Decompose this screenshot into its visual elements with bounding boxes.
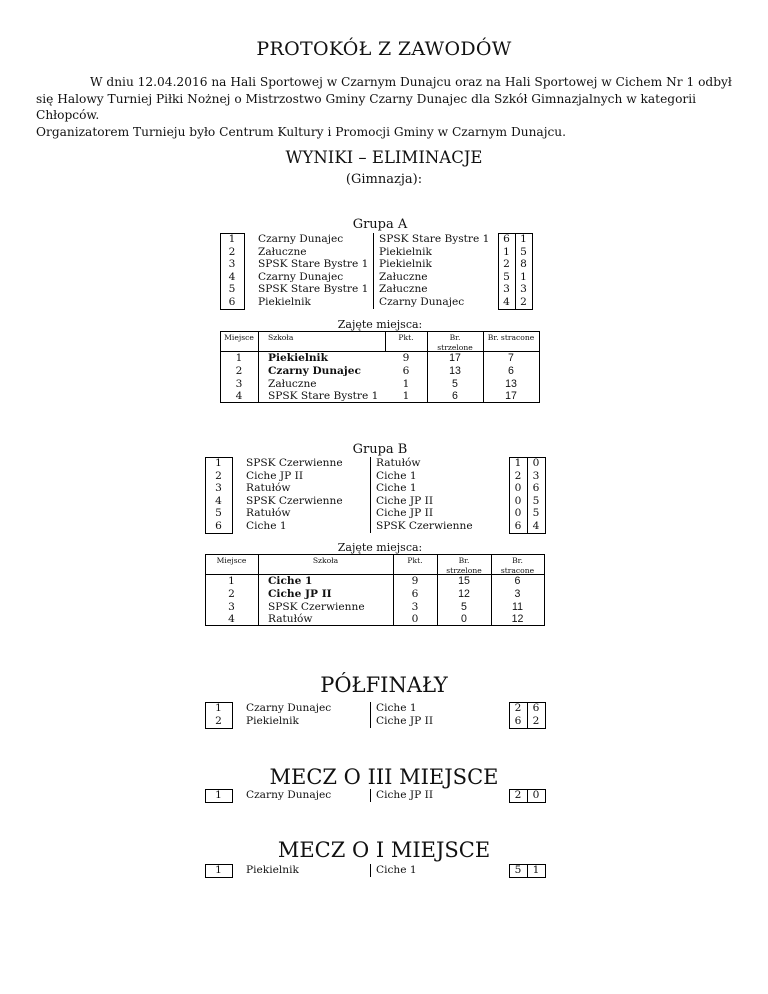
table-border [205, 533, 233, 534]
home-team: Czarny Dunajec [258, 233, 344, 245]
third-place-title: MECZ O III MIEJSCE [269, 765, 499, 789]
home-team: Piekielnik [258, 296, 311, 308]
away-goals: 8 [520, 258, 527, 271]
away-team: SPSK Stare Bystre 1 [379, 233, 490, 245]
away-team: Ciche 1 [376, 469, 417, 482]
away-goals: 3 [520, 283, 527, 296]
home-team: SPSK Stare Bystre 1 [258, 258, 369, 271]
table-border [509, 533, 546, 534]
table-border [205, 728, 233, 729]
away-team: Załuczne [379, 270, 428, 283]
away-team: Ciche JP II [376, 507, 433, 520]
away-goals: 1 [532, 864, 540, 876]
standing-school: Ratułów [268, 613, 313, 626]
home-goals: 4 [503, 296, 510, 308]
header-place: Miejsce [216, 556, 247, 565]
table-border [232, 789, 233, 802]
standing-place: 3 [228, 600, 235, 613]
home-goals: 2 [514, 702, 522, 714]
home-team: Ciche JP II [246, 469, 303, 482]
home-goals: 1 [503, 245, 510, 258]
group-a-title: Grupa A [352, 217, 408, 232]
standing-goals-scored: 15 [458, 575, 470, 587]
home-team: SPSK Czerwienne [246, 494, 343, 507]
standing-place: 2 [228, 587, 235, 600]
away-team: Ciche JP II [376, 715, 433, 727]
table-border [220, 309, 245, 310]
away-goals: 0 [532, 457, 540, 469]
away-team: Ciche JP II [376, 494, 433, 507]
away-goals: 0 [532, 789, 540, 801]
standing-goals-conceded: 6 [514, 575, 521, 587]
away-goals: 5 [520, 245, 527, 258]
away-team: Ciche 1 [376, 482, 417, 495]
standing-goals-conceded: 13 [505, 377, 517, 390]
match-number: 5 [215, 507, 222, 520]
table-border [370, 864, 371, 877]
header-school: Szkoła [312, 556, 339, 565]
home-team: Czarny Dunajec [246, 702, 332, 714]
header-place: Miejsce [224, 333, 254, 342]
standing-school: Załuczne [268, 377, 317, 390]
table-border [205, 802, 233, 803]
home-goals: 5 [503, 270, 510, 283]
home-goals: 0 [514, 507, 522, 520]
home-team: Piekielnik [246, 715, 299, 727]
standing-goals-scored: 17 [449, 352, 461, 364]
standing-school: SPSK Stare Bystre 1 [268, 390, 379, 403]
group-b-title: Grupa B [352, 442, 408, 457]
standing-school: Ciche JP II [268, 587, 332, 600]
standing-goals-scored: 5 [461, 600, 467, 613]
home-team: Czarny Dunajec [246, 789, 332, 801]
header-points: Pkt. [398, 333, 414, 342]
table-border [539, 331, 540, 402]
away-goals: 5 [532, 507, 540, 520]
standing-school: Piekielnik [268, 352, 328, 364]
match-number: 3 [228, 258, 236, 271]
match-number: 1 [215, 457, 222, 469]
standing-points: 9 [402, 352, 410, 364]
header-goals-scored: Br. strzelone [446, 556, 482, 575]
match-number: 3 [215, 482, 222, 495]
table-border [545, 702, 546, 728]
semifinals-title: PÓŁFINAŁY [320, 673, 448, 697]
organizer-paragraph: Organizatorem Turnieju było Centrum Kultury i Promocji Gminy w Czarnym Dunajcu. [36, 124, 567, 139]
away-team: Ciche 1 [376, 864, 417, 876]
away-goals: 3 [532, 469, 540, 482]
away-goals: 2 [532, 715, 540, 727]
match-number: 4 [228, 270, 236, 283]
match-number: 1 [215, 789, 222, 801]
standing-points: 6 [411, 587, 419, 600]
standing-place: 4 [235, 390, 243, 403]
home-team: SPSK Stare Bystre 1 [258, 283, 369, 296]
match-number: 2 [215, 715, 222, 727]
standing-goals-scored: 5 [452, 377, 458, 390]
table-border [545, 864, 546, 877]
away-goals: 6 [532, 702, 540, 714]
standing-goals-conceded: 6 [508, 364, 514, 377]
table-border [244, 233, 245, 309]
table-border [532, 233, 533, 309]
home-team: Załuczne [258, 245, 307, 258]
standing-goals-conceded: 7 [508, 352, 514, 364]
standing-points: 3 [411, 600, 419, 613]
home-team: Ciche 1 [246, 520, 287, 532]
standing-goals-scored: 0 [461, 613, 467, 626]
intro-paragraph: W dniu 12.04.2016 na Hali Sportowej w Czarnym Dunajcu oraz na Hali Sportowej w Cichem Nr 1 odbył się Halowy Turniej Piłki Nożnej o Mistrzostwo Gminy Czarny Dunajec dla Szkół Gimnazjalnych w kategorii Chłopców. [36, 75, 732, 122]
table-border [232, 457, 233, 533]
away-team: Ciche 1 [376, 702, 417, 714]
standing-goals-scored: 12 [458, 587, 470, 600]
standing-school: SPSK Czerwienne [268, 600, 365, 613]
standing-points: 1 [402, 390, 410, 403]
table-border [498, 309, 533, 310]
standing-place: 1 [228, 575, 235, 587]
away-goals: 1 [520, 233, 527, 245]
home-goals: 3 [503, 283, 510, 296]
standing-place: 4 [228, 613, 235, 626]
home-goals: 1 [514, 457, 522, 469]
table-border [373, 233, 374, 309]
home-team: Ratułów [246, 507, 291, 520]
table-border [370, 702, 371, 728]
home-team: Ratułów [246, 482, 291, 495]
home-goals: 0 [514, 494, 522, 507]
away-team: Piekielnik [379, 245, 432, 258]
standing-goals-conceded: 17 [505, 390, 517, 403]
home-team: Piekielnik [246, 864, 299, 876]
section-subtitle: (Gimnazja): [345, 172, 423, 187]
header-goals-conceded: Br. stracone [487, 333, 535, 342]
table-border [205, 554, 545, 555]
table-border [232, 702, 233, 728]
standing-goals-conceded: 12 [511, 613, 524, 626]
intro-text [36, 74, 736, 140]
match-number: 6 [228, 296, 236, 308]
home-team: Czarny Dunajec [258, 270, 344, 283]
standing-place: 3 [235, 377, 243, 390]
home-goals: 6 [503, 233, 510, 245]
match-number: 2 [215, 469, 222, 482]
section-title: WYNIKI – ELIMINACJE [285, 148, 483, 167]
match-number: 1 [215, 702, 222, 714]
away-team: Ciche JP II [376, 789, 433, 801]
header-school: Szkoła [268, 333, 294, 342]
standing-goals-scored: 6 [452, 390, 458, 403]
standing-goals-scored: 13 [449, 364, 461, 377]
standing-school: Ciche 1 [268, 575, 313, 587]
table-border [220, 331, 540, 332]
table-border [509, 802, 546, 803]
match-number: 2 [228, 245, 236, 258]
match-number: 1 [228, 233, 236, 245]
standing-goals-conceded: 11 [512, 600, 523, 613]
home-goals: 6 [514, 520, 522, 532]
match-number: 6 [215, 520, 222, 532]
away-goals: 5 [532, 494, 540, 507]
group-b-placements-label: Zajęte miejsca: [337, 541, 423, 554]
away-goals: 6 [532, 482, 540, 495]
away-goals: 4 [532, 520, 540, 532]
away-team: Ratułów [376, 457, 421, 469]
match-number: 4 [215, 494, 222, 507]
standing-place: 2 [235, 364, 243, 377]
match-number: 1 [215, 864, 222, 876]
table-border [258, 331, 259, 402]
header-goals-conceded: Br. stracone [500, 556, 535, 575]
standing-points: 6 [402, 364, 410, 377]
home-goals: 2 [503, 258, 510, 271]
home-goals: 2 [514, 789, 522, 801]
page-title: PROTOKÓŁ Z ZAWODÓW [256, 38, 512, 60]
table-border [370, 789, 371, 802]
home-goals: 6 [514, 715, 522, 727]
table-border [509, 877, 546, 878]
table-border [545, 789, 546, 802]
standing-goals-conceded: 3 [514, 587, 521, 600]
group-a-placements-label: Zajęte miejsca: [337, 318, 423, 331]
header-points: Pkt. [407, 556, 423, 565]
table-border [544, 554, 545, 625]
standing-school: Czarny Dunajec [268, 364, 361, 377]
away-goals: 2 [520, 296, 527, 308]
header-goals-scored: Br. strzelone [437, 333, 473, 352]
away-team: Piekielnik [379, 258, 432, 271]
standing-points: 1 [402, 377, 410, 390]
home-team: SPSK Czerwienne [246, 457, 343, 469]
standing-points: 0 [411, 613, 419, 626]
standing-points: 9 [411, 575, 419, 587]
table-border [370, 457, 371, 533]
table-border [205, 877, 233, 878]
home-goals: 2 [514, 469, 522, 482]
away-team: SPSK Czerwienne [376, 520, 473, 532]
home-goals: 5 [514, 864, 522, 876]
standing-place: 1 [235, 352, 243, 364]
table-border [232, 864, 233, 877]
table-border [545, 457, 546, 533]
away-team: Załuczne [379, 283, 428, 296]
match-number: 5 [228, 283, 236, 296]
home-goals: 0 [514, 482, 522, 495]
final-title: MECZ O I MIEJSCE [277, 838, 491, 862]
away-team: Czarny Dunajec [379, 296, 465, 308]
table-border [509, 728, 546, 729]
away-goals: 1 [520, 270, 527, 283]
